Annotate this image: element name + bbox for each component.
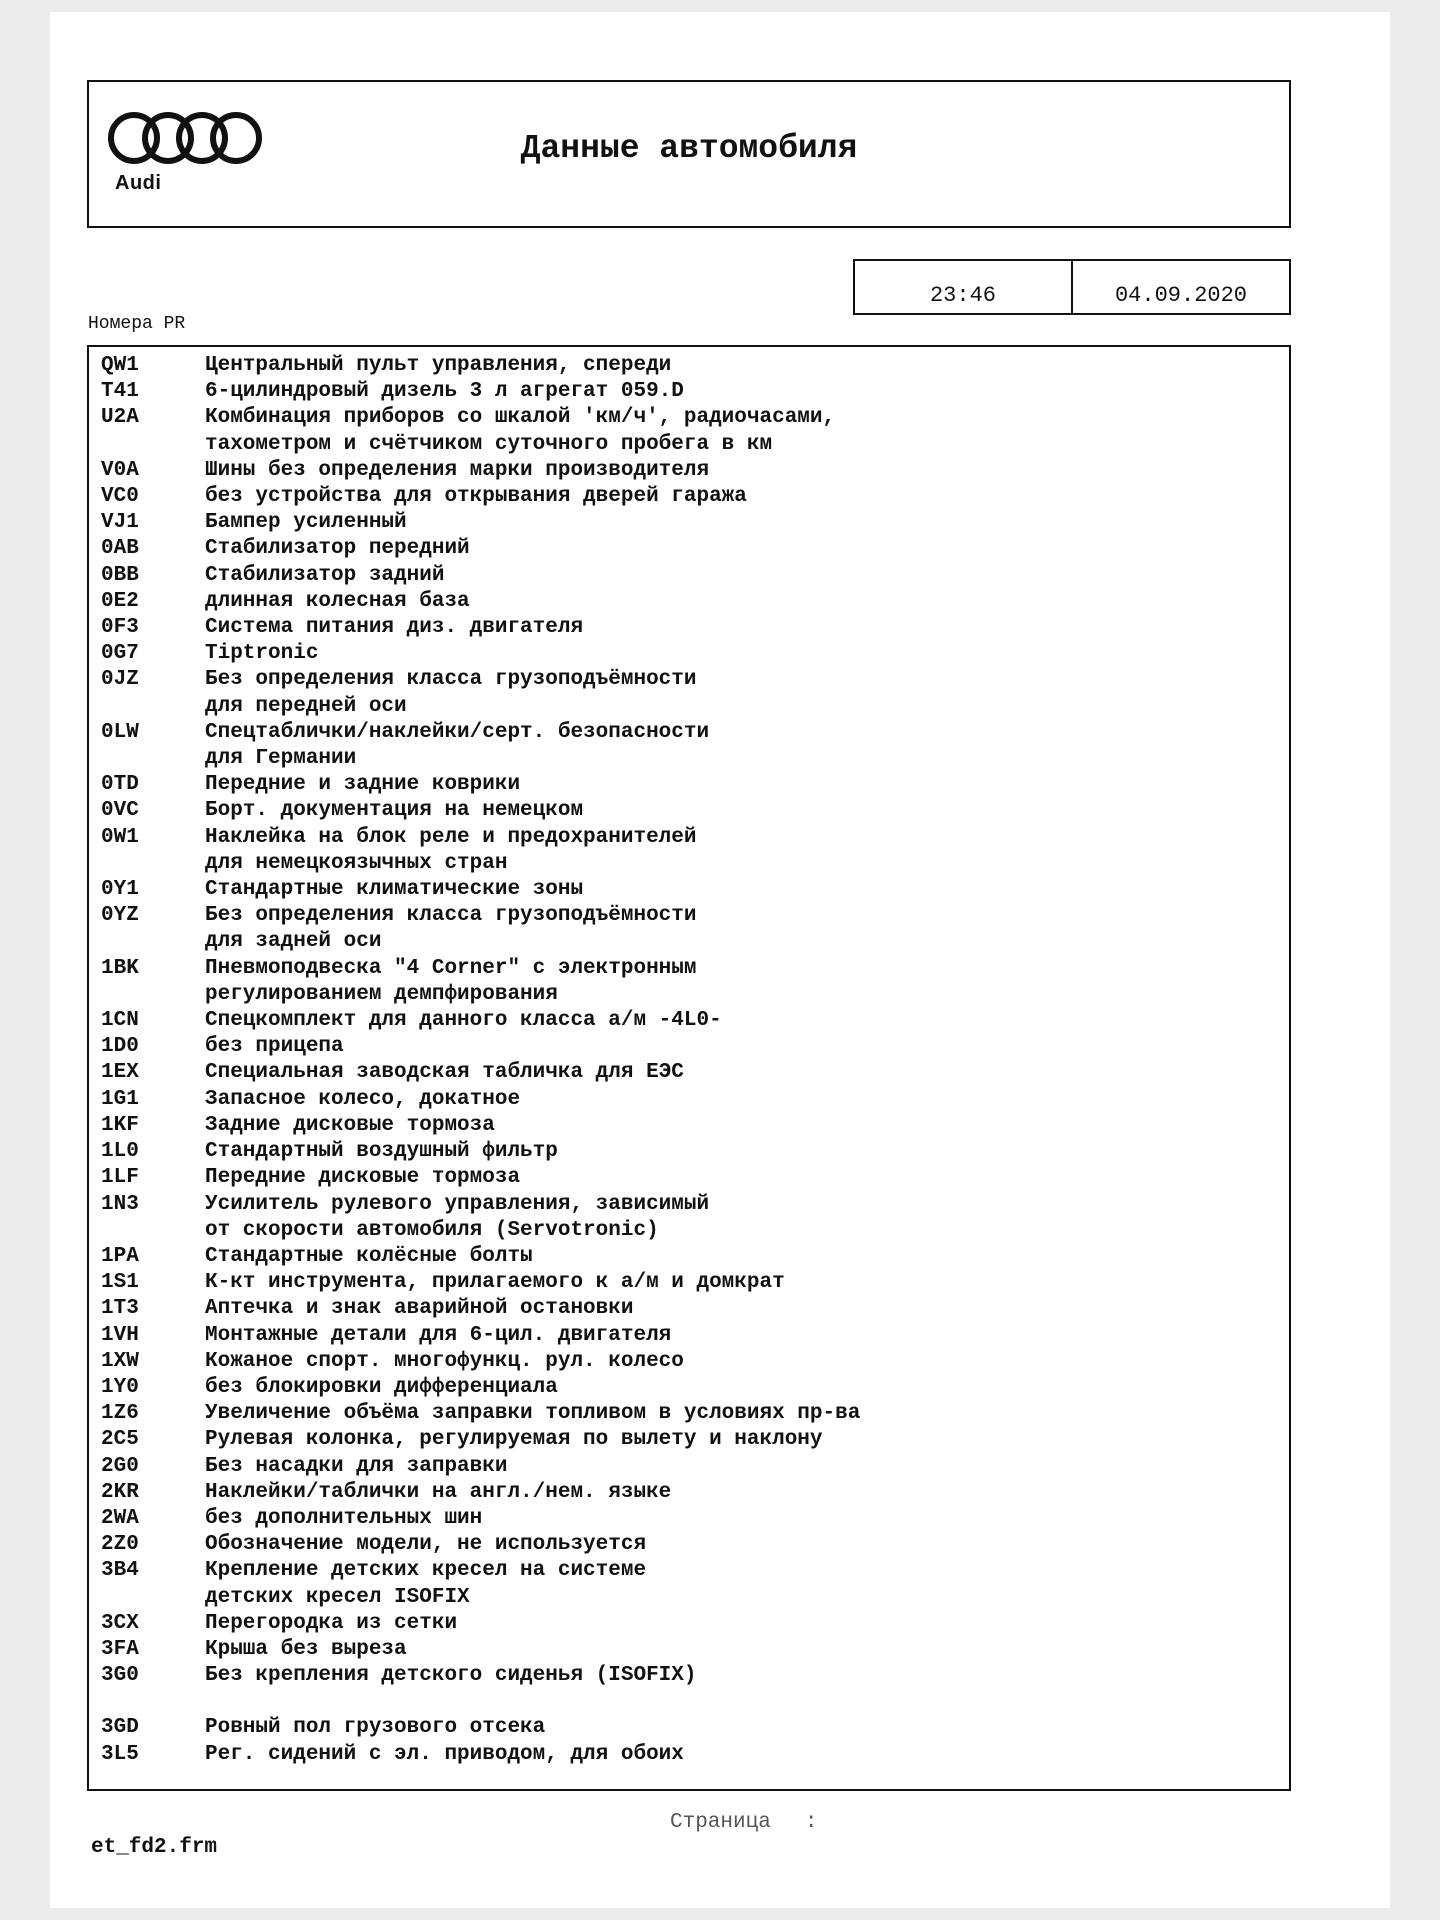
pr-code: 1BK <box>101 956 139 980</box>
pr-code-row <box>89 1087 1289 1113</box>
pr-code: 2WA <box>101 1506 139 1530</box>
pr-code-row <box>89 1427 1289 1453</box>
pr-code: 1EX <box>101 1061 139 1085</box>
pr-code-row <box>89 1165 1289 1191</box>
pr-code-row <box>89 1270 1289 1296</box>
pr-code: 1KF <box>101 1113 139 1137</box>
pr-description: Без насадки для заправки <box>205 1454 508 1478</box>
pr-description: без устройства для открывания дверей гаража <box>205 485 747 509</box>
pr-code-row <box>89 405 1289 457</box>
pr-code: 2KR <box>101 1480 139 1504</box>
pr-code-row <box>89 1139 1289 1165</box>
pr-code: 0LW <box>101 720 139 744</box>
pr-description: 6-цилиндровый дизель 3 л агрегат 059.D <box>205 380 684 404</box>
pr-code-row <box>89 903 1289 955</box>
pr-code: 1T3 <box>101 1297 139 1321</box>
pr-description: без блокировки дифференциала <box>205 1375 558 1399</box>
pr-description: длинная колесная база <box>205 589 470 613</box>
pr-code: V0A <box>101 458 139 482</box>
page-title: Данные автомобиля <box>520 130 858 167</box>
pr-code-row <box>89 956 1289 1008</box>
pr-code: 0W1 <box>101 825 139 849</box>
pr-code-row <box>89 1715 1289 1741</box>
pr-description: Специальная заводская табличка для ЕЭС <box>205 1061 684 1085</box>
pr-code-row <box>89 667 1289 719</box>
pr-description: Центральный пульт управления, спереди <box>205 354 672 377</box>
pr-code-list <box>87 345 1291 1791</box>
pr-code: 3G0 <box>101 1664 139 1688</box>
pr-code-row <box>89 1480 1289 1506</box>
pr-description: Кожаное спорт. многофункц. рул. колесо <box>205 1349 684 1373</box>
pr-description: Увеличение объёма заправки топливом в условиях пр-ва <box>205 1402 861 1426</box>
pr-description: Ровный пол грузового отсека <box>205 1716 546 1740</box>
pr-code: 0VC <box>101 799 139 823</box>
brand-name: Audi <box>115 172 162 194</box>
pr-description: Шины без определения марки производителя <box>205 458 710 482</box>
pr-code: QW1 <box>101 354 139 377</box>
pr-code-row <box>89 563 1289 589</box>
pr-code: 1D0 <box>101 1035 139 1059</box>
time-value: 23:46 <box>855 261 1073 313</box>
pr-code-row <box>89 1742 1289 1768</box>
pr-code: 2C5 <box>101 1428 139 1452</box>
page-number-label <box>670 1811 817 1834</box>
pr-description: Спецтаблички/наклейки/серт. безопасности для Германии <box>205 720 710 771</box>
pr-description: Усилитель рулевого управления, зависимый от скорости автомобиля (Servotronic) <box>205 1192 710 1242</box>
pr-code-row <box>89 379 1289 405</box>
pr-description: Запасное колесо, докатное <box>205 1087 521 1111</box>
pr-code-row <box>89 1532 1289 1558</box>
pr-description: Стабилизатор задний <box>205 563 445 587</box>
pr-code: 3B4 <box>101 1559 139 1583</box>
pr-code: 1Y0 <box>101 1375 139 1399</box>
pr-code-row <box>89 1401 1289 1427</box>
pr-code: 0F3 <box>101 616 139 640</box>
pr-description: Монтажные детали для 6-цил. двигателя <box>205 1323 672 1347</box>
pr-code-row <box>89 510 1289 536</box>
pr-description: Бампер усиленный <box>205 511 407 535</box>
pr-code-row <box>89 484 1289 510</box>
pr-code-row <box>89 1113 1289 1139</box>
pr-code: 1L0 <box>101 1140 139 1164</box>
pr-description: Наклейки/таблички на англ./нем. языке <box>205 1480 672 1504</box>
pr-code: 1VH <box>101 1323 139 1347</box>
pr-code-row <box>89 641 1289 667</box>
pr-code: 0BB <box>101 563 139 587</box>
pr-description: Передние дисковые тормоза <box>205 1166 521 1190</box>
pr-code: 3L5 <box>101 1742 139 1766</box>
pr-code: 1LF <box>101 1166 139 1190</box>
list-spacer <box>89 1689 1289 1715</box>
pr-code: 1PA <box>101 1244 139 1268</box>
pr-code-row <box>89 1060 1289 1086</box>
page-label-text: Страница <box>670 1811 771 1834</box>
pr-description: Стандартные климатические зоны <box>205 878 584 902</box>
pr-code: 3CX <box>101 1611 139 1635</box>
pr-code-row <box>89 1454 1289 1480</box>
pr-description: Tiptronic <box>205 642 319 666</box>
pr-description: Обозначение модели, не используется <box>205 1533 647 1557</box>
pr-code: 1CN <box>101 1009 139 1033</box>
document-header <box>87 80 1291 228</box>
pr-description: без прицепа <box>205 1035 344 1059</box>
pr-code-row <box>89 536 1289 562</box>
pr-code-row <box>89 772 1289 798</box>
pr-code-row <box>89 1558 1289 1610</box>
pr-code-row <box>89 720 1289 772</box>
pr-description: Пневмоподвеска "4 Corner" с электронным регулированием демпфирования <box>205 956 697 1006</box>
pr-code-row <box>89 1349 1289 1375</box>
pr-code-row <box>89 1244 1289 1270</box>
pr-description: Рег. сидений с эл. приводом, для обоих <box>205 1742 684 1766</box>
pr-code: 3FA <box>101 1637 139 1661</box>
pr-code: 0AB <box>101 537 139 561</box>
pr-description: Борт. документация на немецком <box>205 799 584 823</box>
pr-description: Без крепления детского сиденья (ISOFIX) <box>205 1664 697 1688</box>
pr-code-row <box>89 1296 1289 1322</box>
pr-description: Аптечка и знак аварийной остановки <box>205 1297 634 1321</box>
pr-code-row <box>89 615 1289 641</box>
pr-code: 0YZ <box>101 904 139 928</box>
pr-code-row <box>89 1008 1289 1034</box>
pr-code-row <box>89 1375 1289 1401</box>
form-name: et_fd2.frm <box>91 1836 218 1859</box>
pr-code-row <box>89 1611 1289 1637</box>
pr-code-row <box>89 825 1289 877</box>
pr-description: Без определения класса грузоподъёмности для задней оси <box>205 904 697 954</box>
pr-code: 0G7 <box>101 642 139 666</box>
pr-description: Стабилизатор передний <box>205 537 470 561</box>
pr-description: Система питания диз. двигателя <box>205 616 584 640</box>
pr-code: VJ1 <box>101 511 139 535</box>
pr-code: T41 <box>101 380 139 404</box>
pr-code: 1S1 <box>101 1271 139 1295</box>
pr-description: Стандартный воздушный фильтр <box>205 1140 558 1164</box>
pr-description: Стандартные колёсные болты <box>205 1244 533 1268</box>
pr-code-row <box>89 1506 1289 1532</box>
pr-code-row <box>89 1323 1289 1349</box>
pr-code: 1N3 <box>101 1192 139 1216</box>
pr-code: VC0 <box>101 485 139 509</box>
page-label-colon: : <box>804 1811 818 1834</box>
pr-description: Крыша без выреза <box>205 1637 407 1661</box>
pr-description: Перегородка из сетки <box>205 1611 458 1635</box>
datetime-box <box>853 259 1291 315</box>
date-value: 04.09.2020 <box>1114 283 1248 308</box>
pr-code: 2G0 <box>101 1454 139 1478</box>
pr-code-row <box>89 1034 1289 1060</box>
pr-description: Рулевая колонка, регулируемая по вылету и наклону <box>205 1428 823 1452</box>
pr-code: 3GD <box>101 1716 139 1740</box>
pr-code: 1Z6 <box>101 1402 139 1426</box>
pr-code-row <box>89 877 1289 903</box>
section-label: Номера PR <box>88 314 186 334</box>
pr-code-row <box>89 1192 1289 1244</box>
pr-description: К-кт инструмента, прилагаемого к а/м и домкрат <box>205 1271 785 1295</box>
pr-code: 2Z0 <box>101 1533 139 1557</box>
pr-description: Крепление детских кресел на системе детских кресел ISOFIX <box>205 1559 647 1609</box>
pr-code: 0JZ <box>101 668 139 692</box>
pr-code-row <box>89 1637 1289 1663</box>
pr-description: Комбинация приборов со шкалой 'км/ч', радиочасами, тахометром и счётчиком суточного пробега в км <box>205 406 836 456</box>
pr-code-row <box>89 458 1289 484</box>
pr-description: Передние и задние коврики <box>205 773 521 797</box>
pr-description: без дополнительных шин <box>205 1506 483 1530</box>
pr-code-row <box>89 1663 1289 1689</box>
pr-code: 0TD <box>101 773 139 797</box>
pr-code: 0Y1 <box>101 878 139 902</box>
pr-code: 1XW <box>101 1349 139 1373</box>
pr-code: 0E2 <box>101 589 139 613</box>
pr-code-row <box>89 798 1289 824</box>
pr-description: Спецкомплект для данного класса а/м -4L0- <box>205 1009 722 1033</box>
pr-description: Наклейка на блок реле и предохранителей для немецкоязычных стран <box>205 825 697 875</box>
pr-code-row <box>89 353 1289 379</box>
pr-description: Задние дисковые тормоза <box>205 1113 495 1137</box>
pr-description: Без определения класса грузоподъёмности для передней оси <box>205 668 697 718</box>
pr-code: 1G1 <box>101 1087 139 1111</box>
pr-code: U2A <box>101 406 139 430</box>
pr-code-row <box>89 589 1289 615</box>
